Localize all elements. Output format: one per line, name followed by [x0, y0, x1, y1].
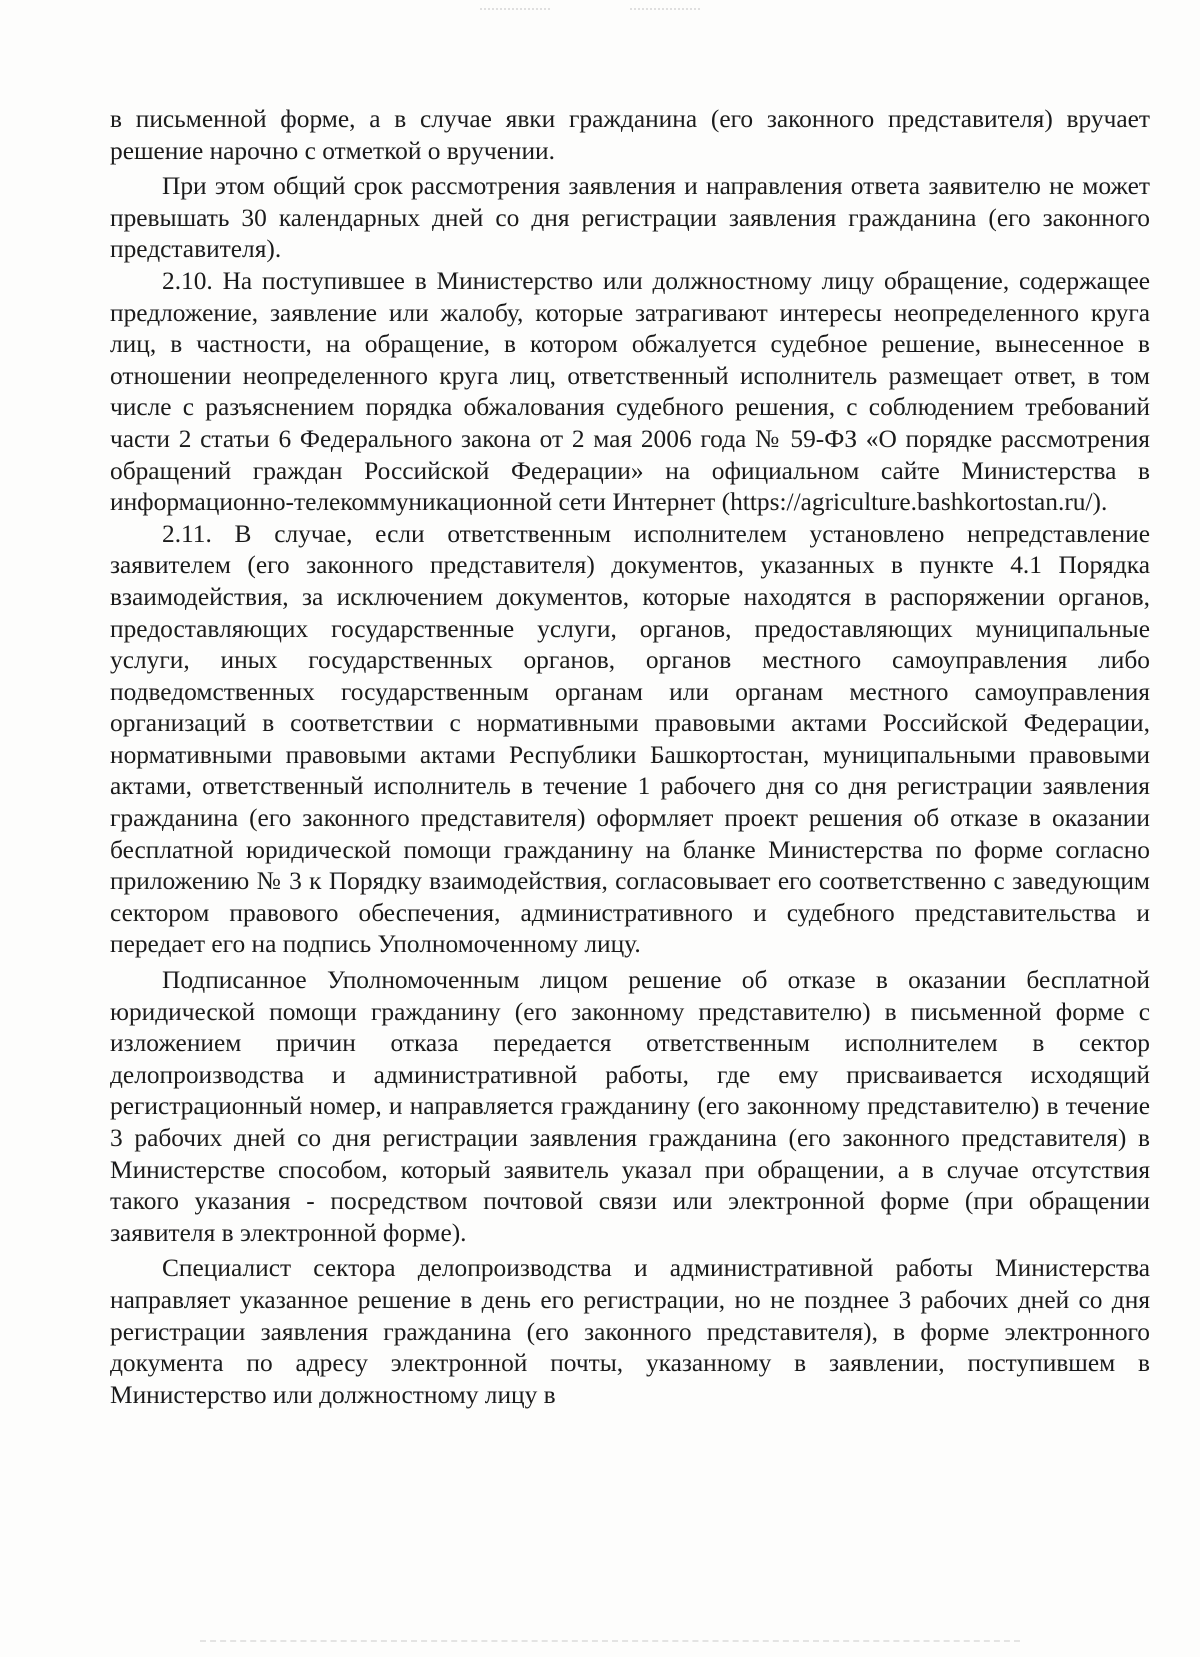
document-body	[110, 104, 1150, 1411]
paragraph-specialist: Специалист сектора делопроизводства и административной работы Министерства направляет указанное решение в день его регистрации, но не позднее 3 рабочих дней со дня регистрации заявления гражданина (его законного представителя), в форме электронного документа по адресу электронной почты, указанному в заявлении, поступившем в Министерство или должностному лицу в	[110, 1254, 1150, 1409]
scan-artifact	[200, 1640, 1020, 1642]
scan-artifact	[630, 8, 700, 20]
paragraph-2-11: 2.11. В случае, если ответственным исполнителем установлено непредставление заявителем (его законного представителя) документов, указанных в пункте 4.1 Порядка взаимодействия, за исключением документов, которые находятся в распоряжении органов, предоставляющих государственные услуги, органов, предоставляющих муниципальные услуги, иных государственных органов, органов местного самоуправления либо подведомственных государственным органам или органам местного самоуправления организаций в соответствии с нормативными правовыми актами Российской Федерации, нормативными правовыми актами Республики Башкортостан, муниципальными правовыми актами, ответственный исполнитель в течение 1 рабочего дня со дня регистрации заявления гражданина (его законного представителя) оформляет проект решения об отказе в оказании бесплатной юридической помощи гражданину на бланке Министерства по форме согласно приложению № 3 к Порядку взаимодействия, согласовывает его соответственно с заведующим сектором правового обеспечения, административного и судебного представительства и передает его на подпись Уполномоченному лицу.	[110, 519, 1150, 959]
paragraph-review-period: При этом общий срок рассмотрения заявления и направления ответа заявителю не может превышать 30 календарных дней со дня регистрации заявления гражданина (его законного представителя).	[110, 172, 1150, 264]
paragraph-refusal-decision: Подписанное Уполномоченным лицом решение об отказе в оказании бесплатной юридической помощи гражданину (его законному представителю) в письменной форме с изложением причин отказа передается ответственным исполнителем в сектор делопроизводства и административной работы, где ему присваивается исходящий регистрационный номер, и направляется гражданину (его законному представителю) в течение 3 рабочих дней со дня регистрации заявления гражданина (его законного представителя) в Министерстве способом, который заявитель указал при обращении, а в случае отсутствия такого указания - посредством почтовой связи или электронной форме (при обращении заявителя в электронной форме).	[110, 966, 1150, 1247]
paragraph-continuation: в письменной форме, а в случае явки гражданина (его законного представителя) вручает решение нарочно с отметкой о вручении.	[110, 105, 1150, 165]
scan-artifact	[480, 8, 550, 20]
paragraph-2-10: 2.10. На поступившее в Министерство или должностному лицу обращение, содержащее предложение, заявление или жалобу, которые затрагивают интересы неопределенного круга лиц, в частности, на обращение, в котором обжалуется судебное решение, вынесенное в отношении неопределенного круга лиц, ответственный исполнитель размещает ответ, в том числе с разъяснением порядка обжалования судебного решения, с соблюдением требований части 2 статьи 6 Федерального закона от 2 мая 2006 года № 59-ФЗ «О порядке рассмотрения обращений граждан Российской Федерации» на официальном сайте Министерства в информационно-телекоммуникационной сети Интернет (https://agriculture.bashkortostan.ru/).	[110, 266, 1150, 517]
